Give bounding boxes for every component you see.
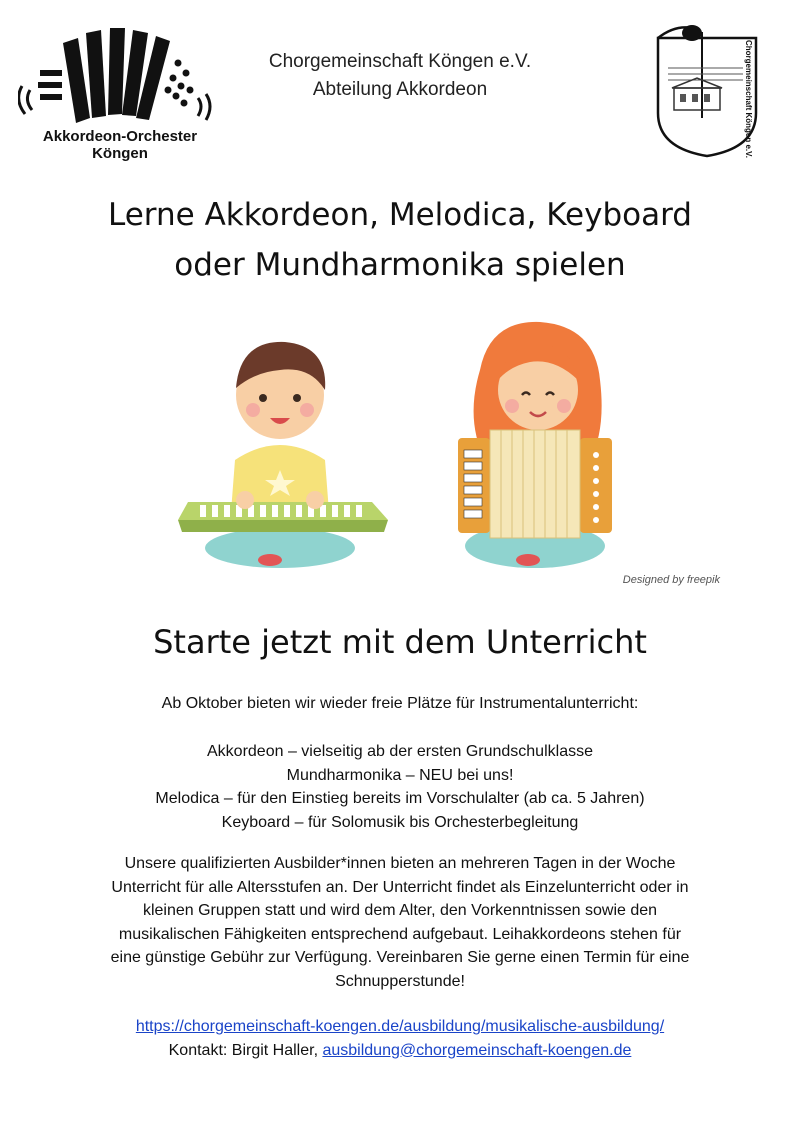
logo-left-line2: Köngen — [92, 145, 148, 162]
logo-left-line1: Akkordeon-Orchester — [42, 128, 198, 145]
instrument-item-keyboard: Keyboard – für Solomusik bis Orchesterbegleitung — [221, 813, 579, 831]
instrument-item-mundharmonika: Mundharmonika – NEU bei uns! — [286, 766, 514, 784]
illustration-credit: Designed by freepik — [622, 574, 720, 586]
header-department: Abteilung Akkordeon — [312, 79, 488, 100]
description-line: musikalischen Fähigkeiten entsprechend aufgebaut. Leihakkordeons stehen für — [118, 925, 682, 943]
contact-block — [40, 1015, 760, 1062]
description-line: Unsere qualifizierten Ausbilder*innen bieten an mehreren Tagen in der Woche — [124, 855, 676, 872]
header-organization: Chorgemeinschaft Köngen e.V. — [268, 51, 532, 72]
description-line: Unterricht für alle Altersstufen an. Der Unterricht findet als Einzelunterricht oder in — [111, 878, 689, 896]
instrument-item-melodica: Melodica – für den Einstieg bereits im Vorschulalter (ab ca. 5 Jahren) — [155, 790, 645, 807]
description-paragraph — [40, 852, 760, 993]
intro-text: Ab Oktober bieten wir wieder freie Plätze für Instrumentalunterricht: — [161, 695, 639, 712]
page-headline — [40, 190, 760, 290]
description-line: Schnupperstunde! — [335, 972, 465, 990]
ausbildung-url-link[interactable]: https://chorgemeinschaft-koengen.de/ausbildung/musikalische-ausbildung/ — [135, 1018, 665, 1035]
contact-email-link[interactable]: ausbildung@chorgemeinschaft-koengen.de — [322, 1041, 632, 1059]
boy-keyboard-illustration — [178, 342, 388, 568]
headline-line2: oder Mundharmonika spielen — [174, 247, 626, 283]
girl-accordion-illustration — [458, 322, 612, 568]
instrument-item-akkordeon: Akkordeon – vielseitig ab der ersten Grundschulklasse — [207, 743, 593, 760]
children-playing-illustration — [160, 310, 660, 585]
chorgemeinschaft-logo — [648, 18, 766, 158]
logo-left-text — [20, 128, 220, 162]
contact-prefix: Kontakt: Birgit Haller, — [168, 1041, 323, 1059]
instrument-list — [40, 740, 760, 834]
description-line: kleinen Gruppen statt und wird dem Alter, den Vorkenntnissen sowie den — [142, 902, 658, 919]
section-subheading: Starte jetzt mit dem Unterricht — [153, 623, 647, 661]
headline-line1: Lerne Akkordeon, Melodica, Keyboard — [108, 197, 692, 233]
header-block — [200, 48, 600, 104]
description-line: eine günstige Gebühr zur Verfügung. Vereinbaren Sie gerne einen Termin für eine — [110, 949, 690, 966]
logo-right-text: Chorgemeinschaft Köngen e.V. — [744, 40, 753, 158]
